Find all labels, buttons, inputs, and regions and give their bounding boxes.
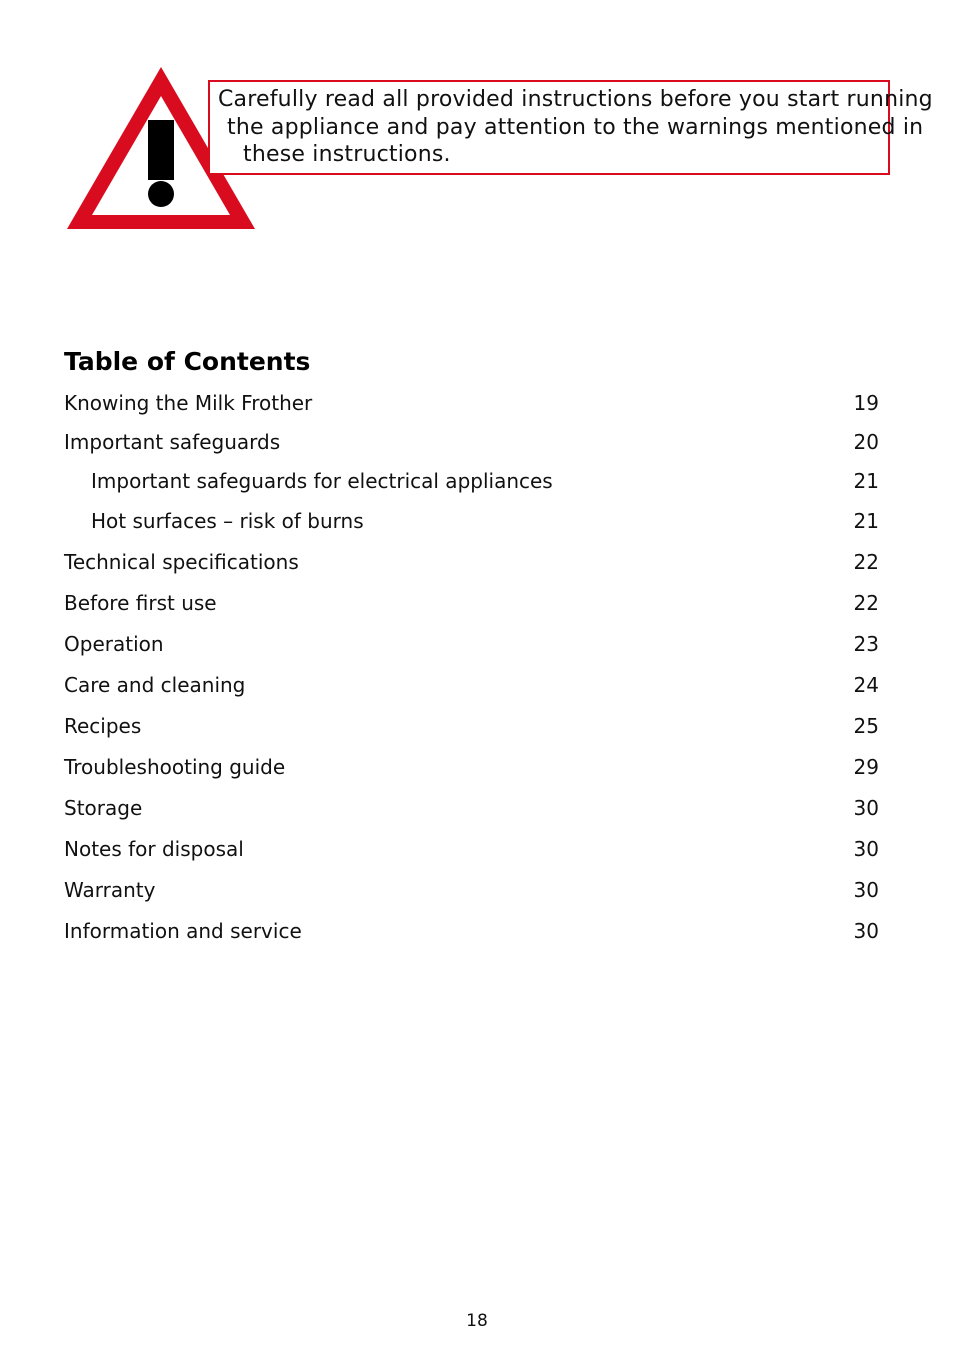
warning-text-line-1: Carefully read all provided instructions before you start running xyxy=(218,87,933,112)
toc-entry-label: Operation xyxy=(64,632,164,656)
toc-entry[interactable] xyxy=(64,752,879,782)
warning-text-line-2: the appliance and pay attention to the warnings mentioned in xyxy=(227,115,924,140)
toc-entry-label: Recipes xyxy=(64,714,142,738)
toc-entry-label: Important safeguards for electrical appliances xyxy=(91,469,553,493)
warning-notice xyxy=(208,80,933,175)
toc-entry-label: Troubleshooting guide xyxy=(64,755,286,779)
toc-entry-page: 30 xyxy=(853,796,879,820)
toc-entry-label: Storage xyxy=(64,796,143,820)
toc-entry[interactable] xyxy=(64,388,879,418)
toc-entry-page: 21 xyxy=(853,469,879,493)
toc-entry-page: 30 xyxy=(853,919,879,943)
toc-entry[interactable] xyxy=(64,427,879,457)
toc-entry-label: Knowing the Milk Frother xyxy=(64,391,313,415)
toc-entry-page: 30 xyxy=(853,837,879,861)
toc-entry[interactable] xyxy=(64,711,879,741)
toc-entry-page: 24 xyxy=(853,673,879,697)
page-number: 18 xyxy=(466,1311,488,1331)
toc-title: Table of Contents xyxy=(64,347,311,376)
toc-entry[interactable] xyxy=(64,875,879,905)
warning-text-line-3: these instructions. xyxy=(243,142,451,167)
toc-entry-label: Hot surfaces – risk of burns xyxy=(91,509,364,533)
toc-entry-label: Information and service xyxy=(64,919,302,943)
toc-entry-page: 22 xyxy=(853,550,879,574)
toc-entry-page: 20 xyxy=(853,430,879,454)
toc-entry-page: 22 xyxy=(853,591,879,615)
toc-entry-label: Technical specifications xyxy=(64,550,299,574)
toc-entry[interactable] xyxy=(64,670,879,700)
toc-entry-page: 23 xyxy=(853,632,879,656)
toc-entry[interactable] xyxy=(64,629,879,659)
toc-entry-label: Notes for disposal xyxy=(64,837,244,861)
toc-entry-label: Warranty xyxy=(64,878,156,902)
toc-entry-label: Before first use xyxy=(64,591,217,615)
toc-entry-label: Important safeguards xyxy=(64,430,281,454)
toc-subentry[interactable] xyxy=(64,466,879,496)
toc-subentry[interactable] xyxy=(64,506,879,536)
toc-entry[interactable] xyxy=(64,547,879,577)
toc-entry-page: 25 xyxy=(853,714,879,738)
toc-entry[interactable] xyxy=(64,916,879,946)
toc-entry-page: 29 xyxy=(853,755,879,779)
toc-entry[interactable] xyxy=(64,834,879,864)
toc-entry[interactable] xyxy=(64,793,879,823)
toc-entry-page: 19 xyxy=(853,391,879,415)
toc-entry[interactable] xyxy=(64,588,879,618)
toc-entry-label: Care and cleaning xyxy=(64,673,246,697)
toc-entry-page: 30 xyxy=(853,878,879,902)
toc-entry-page: 21 xyxy=(853,509,879,533)
